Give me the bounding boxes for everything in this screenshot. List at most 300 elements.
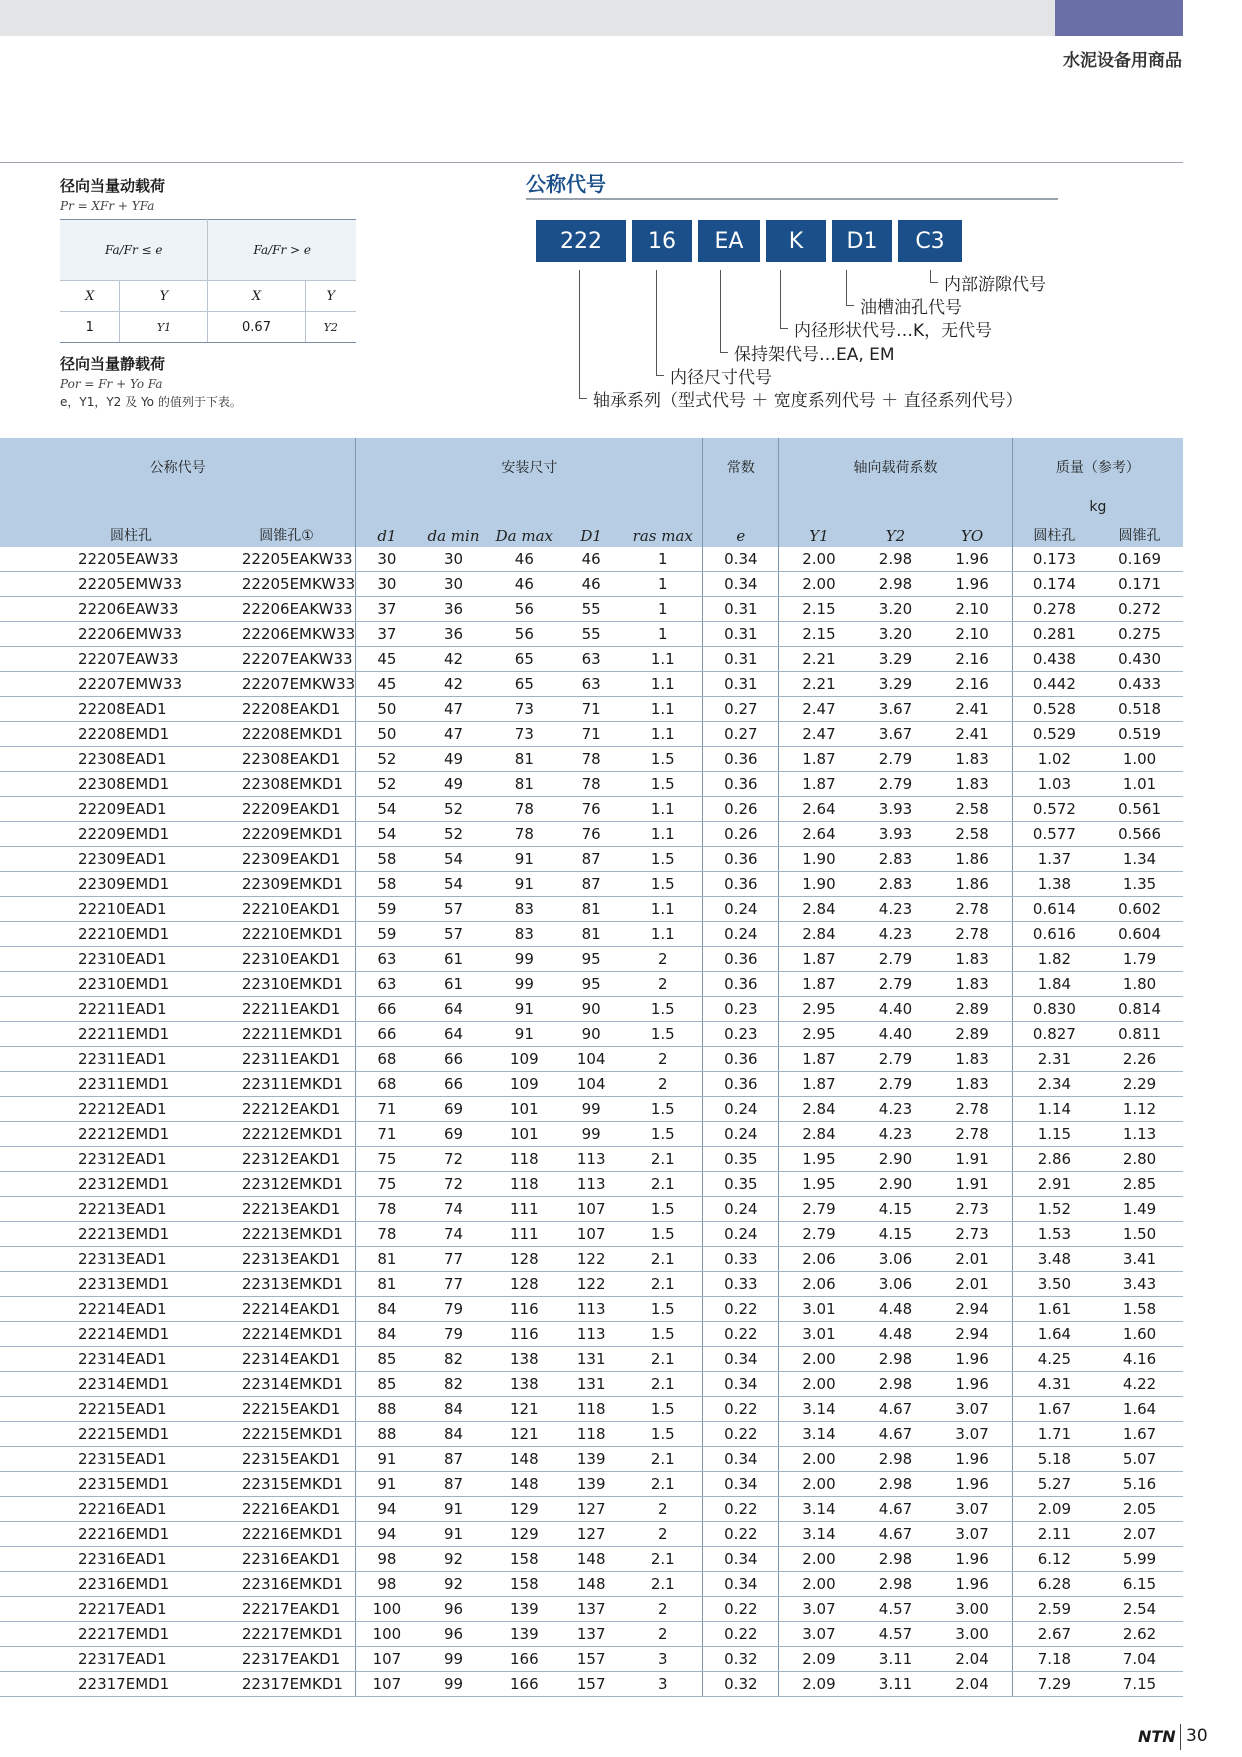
bearing-number-cell: 22310EMKD1 [218,972,356,997]
table-cell: 94 [356,1522,418,1547]
table-row [0,722,1183,747]
table-cell: 2.1 [623,1447,703,1472]
table-cell: 2.79 [859,972,933,997]
table-cell: 2.78 [932,1097,1012,1122]
table-cell: 2.21 [779,647,859,672]
table-cell: 4.23 [859,1097,933,1122]
table-cell: 109 [489,1047,559,1072]
table-cell: 4.67 [859,1522,933,1547]
bearing-number-cell: 22309EAKD1 [218,847,356,872]
table-cell: 78 [356,1222,418,1247]
table-cell: 0.24 [703,1122,779,1147]
caption-bore-size: 内径尺寸代号 [670,368,772,388]
bearing-number-cell: 22208EAKD1 [218,697,356,722]
leader-line [930,270,931,282]
table-row [0,1347,1183,1372]
table-cell: 99 [418,1647,490,1672]
table-cell: 98 [356,1547,418,1572]
table-row [0,1497,1183,1522]
table-cell: 111 [489,1222,559,1247]
table-cell: 61 [418,972,490,997]
table-cell: 2.09 [779,1672,859,1697]
table-row [0,1197,1183,1222]
table-cell: 3.67 [859,722,933,747]
table-cell: 121 [489,1397,559,1422]
table-cell: 30 [356,547,418,572]
table-cell: 2.98 [859,1447,933,1472]
table-cell: 71 [559,722,623,747]
bearing-number-cell: 22317EMKD1 [218,1672,356,1697]
col-D1: D1 [580,527,602,545]
table-cell: 1.83 [932,1072,1012,1097]
col-tapered-bore: 圆锥孔① [218,518,356,547]
table-cell: 78 [559,747,623,772]
table-cell: 6.15 [1096,1572,1183,1597]
table-cell: 1.5 [623,772,703,797]
table-cell: 36 [418,622,490,647]
designation-underline [526,198,1058,200]
table-cell: 157 [559,1672,623,1697]
table-cell: 90 [559,1022,623,1047]
bearing-number-cell: 22312EMD1 [0,1172,218,1197]
table-cell: 83 [489,897,559,922]
table-row [0,1372,1183,1397]
table-cell: 2.84 [779,1097,859,1122]
table-cell: 0.561 [1096,797,1183,822]
bearing-number-cell: 22209EMD1 [0,822,218,847]
table-row [0,797,1183,822]
code-bore-shape: K [766,220,826,262]
bearing-number-cell: 22312EAKD1 [218,1147,356,1172]
caption-oil-groove: 油槽油孔代号 [860,298,962,318]
bearing-number-cell: 22206EMW33 [0,622,218,647]
table-cell: 0.36 [703,772,779,797]
table-cell: 131 [559,1347,623,1372]
bearing-number-cell: 22317EMD1 [0,1672,218,1697]
table-cell: 0.27 [703,722,779,747]
table-row [0,597,1183,622]
table-cell: 157 [559,1647,623,1672]
caption-bore-shape: 内径形状代号…K，无代号 [794,321,993,341]
table-cell: 1.1 [623,722,703,747]
table-cell: 1.1 [623,922,703,947]
table-cell: 7.15 [1096,1672,1183,1697]
bearing-number-cell: 22311EAD1 [0,1047,218,1072]
bearing-number-cell: 22313EAD1 [0,1247,218,1272]
table-cell: 1.67 [1096,1422,1183,1447]
table-cell: 2.09 [779,1647,859,1672]
table-cell: 0.577 [1012,822,1096,847]
table-cell: 5.27 [1012,1472,1096,1497]
table-cell: 0.31 [703,622,779,647]
table-cell: 3.06 [859,1272,933,1297]
table-cell: 42 [418,647,490,672]
code-bore: 16 [632,220,692,262]
table-cell: 78 [356,1197,418,1222]
table-cell: 1.5 [623,1322,703,1347]
table-cell: 0.827 [1012,1022,1096,1047]
table-cell: 107 [356,1672,418,1697]
table-cell: 49 [418,747,490,772]
table-cell: 0.519 [1096,722,1183,747]
bearing-number-cell: 22210EAKD1 [218,897,356,922]
bearing-number-cell: 22313EMKD1 [218,1272,356,1297]
table-cell: 50 [356,722,418,747]
table-cell: 0.36 [703,947,779,972]
table-cell: 65 [489,672,559,697]
table-cell: 95 [559,947,623,972]
table-cell: 2.47 [779,697,859,722]
table-cell: 0.433 [1096,672,1183,697]
table-cell: 113 [559,1322,623,1347]
table-row [0,972,1183,997]
table-cell: 55 [559,597,623,622]
table-cell: 0.281 [1012,622,1096,647]
table-cell: 1.1 [623,647,703,672]
table-cell: 3.20 [859,597,933,622]
table-cell: 0.36 [703,872,779,897]
table-cell: 3.07 [779,1622,859,1647]
table-cell: 91 [418,1522,490,1547]
table-cell: 2.26 [1096,1047,1183,1072]
table-cell: 0.814 [1096,997,1183,1022]
table-cell: 0.572 [1012,797,1096,822]
table-cell: 2.86 [1012,1147,1096,1172]
table-row [0,1297,1183,1322]
table-cell: 1.71 [1012,1422,1096,1447]
table-cell: 71 [559,697,623,722]
bearing-number-cell: 22314EAD1 [0,1347,218,1372]
table-cell: 2.79 [779,1197,859,1222]
table-cell: 3.07 [932,1422,1012,1447]
table-cell: 82 [418,1347,490,1372]
bearing-number-cell: 22216EMD1 [0,1522,218,1547]
table-row [0,997,1183,1022]
code-series: 222 [536,220,626,262]
bearing-number-cell: 22310EAKD1 [218,947,356,972]
table-cell: 2.90 [859,1172,933,1197]
table-cell: 3.01 [779,1322,859,1347]
bearing-number-cell: 22308EAD1 [0,747,218,772]
table-cell: 45 [356,647,418,672]
table-cell: 3.00 [932,1622,1012,1647]
table-cell: 87 [559,847,623,872]
table-cell: 1.80 [1096,972,1183,997]
bearing-number-cell: 22316EMD1 [0,1572,218,1597]
bearing-number-cell: 22213EMD1 [0,1222,218,1247]
table-cell: 2.1 [623,1247,703,1272]
dynamic-load-title: 径向当量动载荷 [60,177,166,195]
table-cell: 1.14 [1012,1097,1096,1122]
table-cell: 85 [356,1347,418,1372]
bearing-number-cell: 22208EAD1 [0,697,218,722]
table-cell: 84 [418,1422,490,1447]
table-cell: 37 [356,597,418,622]
table-cell: 76 [559,822,623,847]
table-cell: 0.35 [703,1147,779,1172]
table-cell: 58 [356,872,418,897]
table-cell: 1.53 [1012,1222,1096,1247]
table-cell: 1.82 [1012,947,1096,972]
table-cell: 2 [623,1622,703,1647]
table-cell: 2.91 [1012,1172,1096,1197]
table-cell: 3.20 [859,622,933,647]
table-cell: 0.275 [1096,622,1183,647]
table-cell: 4.67 [859,1422,933,1447]
table-cell: 0.22 [703,1622,779,1647]
leader-line [579,270,580,398]
table-cell: 66 [356,997,418,1022]
table-cell: 3 [623,1672,703,1697]
bearing-number-cell: 22211EMD1 [0,1022,218,1047]
table-cell: 0.278 [1012,597,1096,622]
col-ras-max: ras max [623,518,703,547]
table-cell: 64 [418,1022,490,1047]
table-cell: 1.52 [1012,1197,1096,1222]
table-cell: 2.98 [859,1547,933,1572]
table-cell: 54 [418,872,490,897]
bearing-number-cell: 22314EMD1 [0,1372,218,1397]
bearing-number-cell: 22214EAD1 [0,1297,218,1322]
table-row [0,697,1183,722]
code-clearance: C3 [898,220,962,262]
bearing-number-cell: 22216EAD1 [0,1497,218,1522]
table-cell: 2.79 [859,1072,933,1097]
table-cell: 1.95 [779,1172,859,1197]
table-cell: 1.95 [779,1147,859,1172]
table-cell: 54 [356,822,418,847]
table-cell: 0.27 [703,697,779,722]
table-cell: 3.14 [779,1497,859,1522]
table-cell: 46 [559,547,623,572]
table-cell: 7.04 [1096,1647,1183,1672]
table-cell: 87 [418,1472,490,1497]
bearing-number-cell: 22214EMKD1 [218,1322,356,1347]
table-cell: 63 [356,972,418,997]
table-cell: 30 [418,572,490,597]
table-cell: 3.14 [779,1422,859,1447]
table-cell: 2.1 [623,1572,703,1597]
bearing-number-cell: 22215EMKD1 [218,1422,356,1447]
table-row [0,1247,1183,1272]
table-cell: 0.616 [1012,922,1096,947]
table-cell: 3.00 [932,1597,1012,1622]
table-cell: 1.86 [932,847,1012,872]
bearing-number-cell: 22217EMKD1 [218,1622,356,1647]
leader-line [720,270,721,352]
bearing-number-cell: 22216EAKD1 [218,1497,356,1522]
table-cell: 81 [559,897,623,922]
table-cell: 30 [356,572,418,597]
bearing-number-cell: 22216EMKD1 [218,1522,356,1547]
table-cell: 1.5 [623,1197,703,1222]
table-cell: 1.00 [1096,747,1183,772]
table-cell: 0.438 [1012,647,1096,672]
table-cell: 4.23 [859,1122,933,1147]
bearing-number-cell: 22205EMKW33 [218,572,356,597]
table-cell: 57 [418,922,490,947]
table-row [0,1447,1183,1472]
table-cell: 116 [489,1322,559,1347]
table-cell: 77 [418,1247,490,1272]
table-cell: 0.26 [703,797,779,822]
table-cell: 0.31 [703,647,779,672]
table-cell: 3.67 [859,697,933,722]
table-cell: 2.01 [932,1247,1012,1272]
table-cell: 63 [559,647,623,672]
table-cell: 0.35 [703,1172,779,1197]
table-cell: 52 [356,747,418,772]
table-row [0,1097,1183,1122]
table-row [0,822,1183,847]
table-cell: 88 [356,1397,418,1422]
col-Y2: Y2 [885,527,906,545]
table-cell: 3.06 [859,1247,933,1272]
table-cell: 107 [559,1222,623,1247]
table-row [0,1522,1183,1547]
table-cell: 99 [418,1672,490,1697]
bearing-number-cell: 22215EMD1 [0,1422,218,1447]
table-cell: 107 [356,1647,418,1672]
table-cell: 2.06 [779,1272,859,1297]
mass-unit: kg [1089,499,1107,515]
table-row [0,1472,1183,1497]
table-cell: 1.5 [623,1222,703,1247]
load-header-y: Y [120,281,208,312]
bearing-number-cell: 22213EAD1 [0,1197,218,1222]
bearing-number-cell: 22210EMD1 [0,922,218,947]
table-cell: 1.83 [932,747,1012,772]
table-cell: 0.36 [703,1072,779,1097]
table-cell: 90 [559,997,623,1022]
table-cell: 3.07 [932,1397,1012,1422]
table-row [0,772,1183,797]
table-cell: 72 [418,1147,490,1172]
table-cell: 131 [559,1372,623,1397]
table-cell: 1.5 [623,847,703,872]
table-cell: 57 [418,897,490,922]
bearing-number-cell: 22206EAKW33 [218,597,356,622]
table-row [0,1122,1183,1147]
table-cell: 7.18 [1012,1647,1096,1672]
table-cell: 95 [559,972,623,997]
leader-line [720,352,728,353]
table-row [0,947,1183,972]
table-cell: 2.16 [932,647,1012,672]
table-cell: 2.00 [779,1547,859,1572]
table-cell: 0.34 [703,1472,779,1497]
table-cell: 138 [489,1372,559,1397]
table-cell: 2.98 [859,1347,933,1372]
table-cell: 99 [489,947,559,972]
leader-line [846,305,854,306]
load-value: 0.67 [208,312,305,343]
leader-line [780,328,788,329]
table-cell: 2.95 [779,997,859,1022]
table-cell: 3.11 [859,1672,933,1697]
table-row [0,547,1183,572]
load-value: 1 [60,312,120,343]
table-cell: 0.34 [703,1372,779,1397]
table-cell: 66 [418,1047,490,1072]
load-factor-table [60,219,356,343]
table-cell: 2.67 [1012,1622,1096,1647]
table-cell: 1.86 [932,872,1012,897]
bearing-number-cell: 22205EAW33 [0,547,218,572]
table-cell: 2.98 [859,1572,933,1597]
leader-line [780,270,781,328]
table-row [0,647,1183,672]
table-cell: 77 [418,1272,490,1297]
table-cell: 0.23 [703,1022,779,1047]
table-cell: 1.90 [779,847,859,872]
table-cell: 113 [559,1147,623,1172]
table-cell: 82 [418,1372,490,1397]
table-cell: 68 [356,1047,418,1072]
table-cell: 3.01 [779,1297,859,1322]
group-mounting-dims: 安装尺寸 [356,438,703,496]
table-cell: 52 [418,822,490,847]
table-cell: 1.83 [932,772,1012,797]
table-cell: 166 [489,1672,559,1697]
load-header-x: X [60,281,120,312]
table-cell: 2.79 [859,1047,933,1072]
bearing-number-cell: 22205EAKW33 [218,547,356,572]
table-cell: 2.84 [779,922,859,947]
table-cell: 148 [489,1472,559,1497]
table-cell: 4.22 [1096,1372,1183,1397]
table-cell: 3.29 [859,672,933,697]
caption-cage: 保持架代号…EA, EM [734,345,895,365]
table-cell: 2 [623,1047,703,1072]
bearing-number-cell: 22211EAD1 [0,997,218,1022]
table-cell: 4.40 [859,1022,933,1047]
condition-le-e: Fa/Fr ≤ e [60,220,208,281]
table-cell: 122 [559,1247,623,1272]
bearing-number-cell: 22313EMD1 [0,1272,218,1297]
equivalent-load-block [60,172,360,410]
table-cell: 0.602 [1096,897,1183,922]
table-cell: 2.79 [779,1222,859,1247]
table-cell: 129 [489,1522,559,1547]
table-cell: 1.12 [1096,1097,1183,1122]
table-row [0,622,1183,647]
table-cell: 91 [356,1447,418,1472]
table-cell: 0.32 [703,1672,779,1697]
table-cell: 127 [559,1497,623,1522]
table-cell: 46 [559,572,623,597]
table-cell: 58 [356,847,418,872]
col-mass-tapered: 圆锥孔 [1118,528,1161,544]
bearing-number-cell: 22308EAKD1 [218,747,356,772]
table-cell: 81 [356,1247,418,1272]
table-cell: 81 [489,772,559,797]
bearing-number-cell: 22213EMKD1 [218,1222,356,1247]
table-cell: 2.98 [859,1472,933,1497]
table-cell: 0.614 [1012,897,1096,922]
table-cell: 36 [418,597,490,622]
table-cell: 129 [489,1497,559,1522]
table-cell: 0.22 [703,1422,779,1447]
bearing-number-cell: 22314EAKD1 [218,1347,356,1372]
table-cell: 2.15 [779,597,859,622]
table-cell: 81 [356,1272,418,1297]
table-cell: 78 [559,772,623,797]
caption-clearance: 内部游隙代号 [944,275,1046,295]
table-cell: 46 [489,547,559,572]
table-cell: 1.61 [1012,1297,1096,1322]
table-cell: 101 [489,1097,559,1122]
